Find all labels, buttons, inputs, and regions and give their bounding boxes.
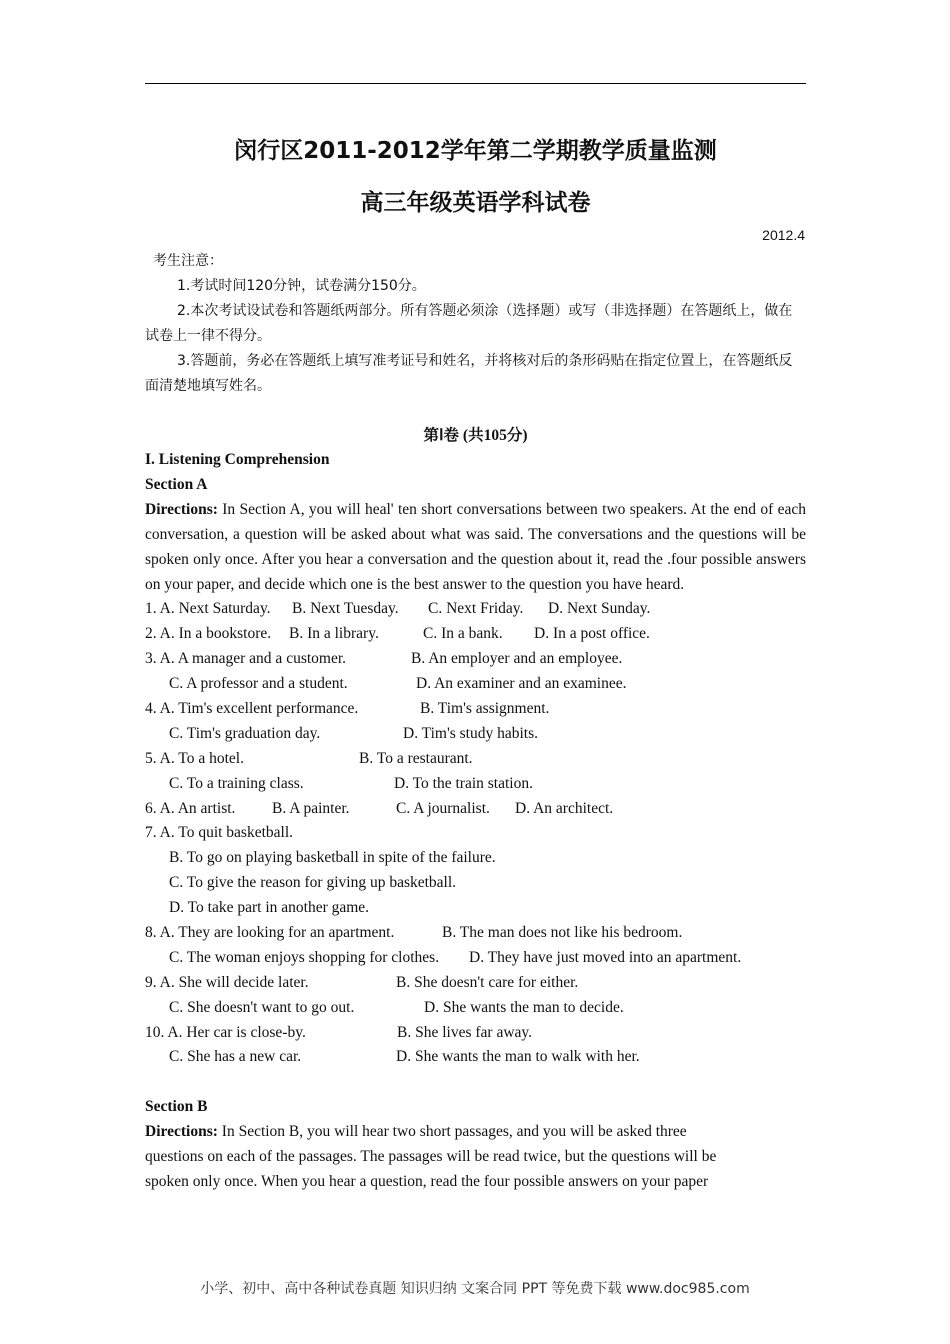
section-b-directions-line-3: spoken only once. When you hear a question, read the four possible answers on your paper <box>145 1172 709 1190</box>
question-10-cont <box>145 1045 806 1070</box>
section-heading: I. Listening Comprehension <box>145 451 330 468</box>
section-a-title: Section A <box>145 475 208 493</box>
directions-text: In Section A, you will heal' ten short conversations between two speakers. At the end of each conversation, a question will be asked about what was said. The conversations and the questions will be spoken only once. After you hear a conversation and the question about it, read the .four possible answers on your paper, and decide which one is the best answer to the question you have heard. <box>145 500 806 593</box>
question-4 <box>145 697 806 722</box>
question-8-cont <box>145 946 806 971</box>
section-b-title: Section B <box>145 1098 208 1116</box>
option-a: 9. A. She will decide later. <box>145 973 309 991</box>
question-7 <box>145 821 806 846</box>
option-c: C. She has a new car. <box>169 1048 302 1066</box>
option-a: 1. A. Next Saturday. <box>145 600 271 618</box>
question-3 <box>145 647 806 672</box>
section-a-directions <box>145 498 806 598</box>
option-d: D. Next Sunday. <box>548 600 651 618</box>
question-4-cont <box>145 722 806 747</box>
listening-section <box>145 448 806 1195</box>
notice-item-2: 2.本次考试设试卷和答题纸两部分。所有答题必须涂（选择题）或写（非选择题）在答题纸上，做在试卷上一律不得分。 <box>145 303 793 344</box>
notice-item-1: 1.考试时间120分钟，试卷满分150分。 <box>177 278 426 294</box>
option-b: B. She doesn't care for either. <box>396 973 579 991</box>
exam-subtitle: 高三年级英语学科试卷 <box>360 190 591 216</box>
question-6 <box>145 797 806 822</box>
question-1 <box>145 597 806 622</box>
part-one-title: 第Ⅰ卷 (共105分) <box>423 427 528 444</box>
question-10 <box>145 1021 806 1046</box>
option-b: B. Next Tuesday. <box>292 600 399 618</box>
question-8 <box>145 921 806 946</box>
question-2 <box>145 622 806 647</box>
option-b: B. The man does not like his bedroom. <box>442 924 683 942</box>
spacer <box>145 1070 806 1095</box>
notice-item-3: 3.答题前，务必在答题纸上填写准考证号和姓名，并将核对后的条形码贴在指定位置上，在答题纸反面清楚地填写姓名。 <box>145 353 793 394</box>
question-7-d <box>145 896 806 921</box>
option-d: D. An examiner and an examinee. <box>416 675 627 693</box>
option-b: B. Tim's assignment. <box>420 700 550 717</box>
option-b: B. To a restaurant. <box>359 749 473 767</box>
question-7-b <box>145 846 806 871</box>
page-footer: 小学、初中、高中各种试卷真题 知识归纳 文案合同 PPT 等免费下载 www.doc985.com <box>200 1281 750 1297</box>
question-9-cont <box>145 996 806 1021</box>
option-d: D. She wants the man to walk with her. <box>396 1048 640 1066</box>
directions-label: Directions: <box>145 1123 218 1141</box>
option-d: D. An architect. <box>515 799 614 817</box>
notice-heading: 考生注意： <box>153 253 223 269</box>
option-a: 3. A. A manager and a customer. <box>145 650 347 668</box>
question-9 <box>145 971 806 996</box>
option-d: D. To take part in another game. <box>169 899 370 917</box>
directions-label: Directions: <box>145 500 218 518</box>
option-d: D. They have just moved into an apartment. <box>469 948 742 966</box>
section-b-directions-line-1 <box>145 1120 806 1145</box>
exam-date: 2012.4 <box>762 227 805 243</box>
option-a: 7. A. To quit basketball. <box>145 824 294 842</box>
option-b: B. She lives far away. <box>397 1023 533 1041</box>
option-b: B. In a library. <box>289 625 379 643</box>
option-d: D. Tim's study habits. <box>403 724 539 742</box>
option-a: 5. A. To a hotel. <box>145 749 244 767</box>
directions-text: In Section B, you will hear two short passages, and you will be asked three <box>217 1123 687 1141</box>
option-d: D. In a post office. <box>534 625 650 643</box>
question-3-cont <box>145 672 806 697</box>
question-5-cont <box>145 772 806 797</box>
option-c: C. A professor and a student. <box>169 675 348 693</box>
question-5 <box>145 747 806 772</box>
option-c: C. The woman enjoys shopping for clothes. <box>169 948 440 966</box>
option-a: 2. A. In a bookstore. <box>145 625 272 643</box>
section-b-directions-line-2: questions on each of the passages. The passages will be read twice, but the questions will be <box>145 1148 717 1166</box>
question-7-c <box>145 871 806 896</box>
option-a: 4. A. Tim's excellent performance. <box>145 700 359 717</box>
option-c: C. To a training class. <box>169 774 304 792</box>
option-b: B. An employer and an employee. <box>411 650 623 668</box>
option-c: C. To give the reason for giving up basketball. <box>169 874 457 892</box>
option-c: C. In a bank. <box>423 625 503 643</box>
header-rule <box>145 83 806 84</box>
option-a: 8. A. They are looking for an apartment. <box>145 924 395 942</box>
option-a: 10. A. Her car is close-by. <box>145 1023 306 1041</box>
option-a: 6. A. An artist. <box>145 799 236 817</box>
candidate-notice <box>145 249 806 399</box>
option-d: D. To the train station. <box>394 774 533 792</box>
option-b: B. A painter. <box>272 799 350 817</box>
exam-title: 闵行区2011-2012学年第二学期教学质量监测 <box>234 138 717 164</box>
option-c: C. Next Friday. <box>428 600 524 618</box>
option-b: B. To go on playing basketball in spite of the failure. <box>169 849 496 867</box>
option-d: D. She wants the man to decide. <box>424 998 624 1016</box>
option-c: C. Tim's graduation day. <box>169 724 321 742</box>
option-c: C. A journalist. <box>396 799 490 817</box>
option-c: C. She doesn't want to go out. <box>169 998 355 1016</box>
